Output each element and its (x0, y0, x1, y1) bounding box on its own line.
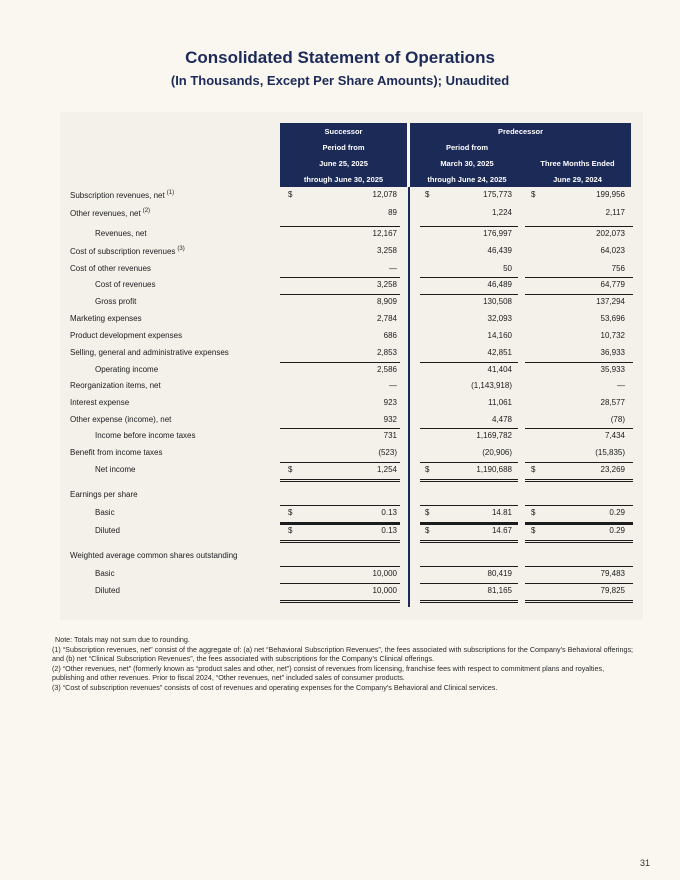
cell-value: 46,489 (487, 280, 512, 289)
currency-symbol: $ (425, 465, 430, 474)
page-number: 31 (640, 858, 651, 868)
row-label (70, 551, 238, 560)
total-double-rule (525, 481, 633, 482)
cell-value: 64,023 (600, 246, 625, 255)
row-label (95, 586, 120, 595)
col3-line2: June 29, 2024 (553, 175, 602, 184)
cell-value: 202,073 (596, 229, 625, 238)
row-label (95, 569, 115, 578)
subtotal-rule (420, 428, 518, 429)
row-label-text: Other revenues, net (70, 209, 141, 218)
row-label-text: Interest expense (70, 398, 130, 407)
subtotal-rule (280, 566, 400, 567)
total-double-rule (420, 602, 518, 603)
row-label (70, 314, 142, 323)
cell-value: 3,258 (376, 246, 397, 255)
total-double-rule (280, 479, 400, 480)
cell-value: 32,093 (487, 314, 512, 323)
footnotes (52, 635, 636, 693)
cell-value: 12,078 (372, 190, 397, 199)
currency-symbol: $ (288, 190, 293, 199)
total-double-rule (525, 542, 633, 543)
cell-value: 10,000 (372, 569, 397, 578)
currency-symbol: $ (425, 190, 430, 199)
total-double-rule (420, 542, 518, 543)
subtotal-rule (525, 583, 633, 584)
cell-value: (78) (610, 415, 625, 424)
col1-line3: through June 30, 2025 (303, 175, 384, 184)
subtotal-rule (420, 294, 518, 295)
footnote-2: (2) “Other revenues, net” (formerly known as “product sales and other, net”) consist of revenues from licensing, franchise fees with respect to commitment plans and royalties, publishing and other revenues. Prior to fiscal 2024, “Other revenues, net” included sales of consumer products. (52, 663, 605, 683)
cell-value: 686 (383, 331, 397, 340)
row-label (95, 280, 155, 289)
cell-value: 28,577 (600, 398, 625, 407)
currency-symbol: $ (288, 465, 293, 474)
row-label-text: Diluted (95, 586, 120, 595)
subtotal-rule (525, 566, 633, 567)
row-label (70, 190, 174, 200)
cell-value: 0.13 (381, 508, 397, 517)
table-row (0, 190, 680, 207)
cell-value: 79,825 (600, 586, 625, 595)
row-label (70, 448, 162, 457)
successor-label: Successor (324, 127, 363, 136)
currency-symbol: $ (531, 526, 536, 535)
table-row (0, 415, 680, 432)
total-double-rule (525, 600, 633, 601)
subtotal-rule (525, 428, 633, 429)
total-double-rule (280, 540, 400, 541)
total-double-rule (420, 524, 518, 525)
total-double-rule (280, 524, 400, 525)
cell-value: 10,000 (372, 586, 397, 595)
cell-value: 923 (383, 398, 397, 407)
subtotal-rule (525, 362, 633, 363)
col2-line1: Period from (445, 143, 489, 152)
cell-value: 176,997 (483, 229, 512, 238)
row-label (70, 398, 129, 407)
cell-value: 4,478 (491, 415, 512, 424)
cell-value: 80,419 (487, 569, 512, 578)
row-label-text: Income before income taxes (95, 431, 196, 440)
row-label-text: Product development expenses (70, 331, 183, 340)
header-divider-top (407, 123, 410, 187)
page-subtitle: (In Thousands, Except Per Share Amounts); Unaudited (170, 73, 510, 88)
cell-value: 50 (503, 264, 512, 273)
row-label-text: Gross profit (95, 297, 137, 306)
total-double-rule (420, 600, 518, 601)
cell-value: 731 (383, 431, 397, 440)
row-label (95, 297, 136, 306)
table-row (0, 398, 680, 415)
currency-symbol: $ (425, 526, 430, 535)
page-title: Consolidated Statement of Operations (185, 48, 495, 67)
row-label (95, 229, 147, 238)
col1-line1: Period from (322, 143, 365, 152)
subtotal-rule (420, 362, 518, 363)
row-label-text: Cost of other revenues (70, 264, 151, 273)
predecessor-label: Predecessor (497, 127, 544, 136)
currency-symbol: $ (531, 465, 536, 474)
cell-value: 175,773 (483, 190, 512, 199)
col1-line2: June 25, 2025 (319, 159, 368, 168)
row-label-text: Other expense (income), net (70, 415, 172, 424)
cell-value: 11,061 (488, 398, 512, 407)
footnote-marker: (3) (177, 246, 185, 252)
subtotal-rule (420, 523, 518, 524)
cell-value: 2,853 (376, 348, 397, 357)
cell-value: — (617, 381, 625, 390)
row-label-text: Reorganization items, net (70, 381, 161, 390)
total-double-rule (420, 540, 518, 541)
successor-header (280, 123, 407, 187)
row-label-text: Marketing expenses (70, 314, 142, 323)
subtotal-rule (280, 362, 400, 363)
subtotal-rule (525, 505, 633, 506)
table-row (0, 381, 680, 398)
cell-value: 130,508 (483, 297, 512, 306)
cell-value: 14.67 (491, 526, 512, 535)
table-row (0, 314, 680, 331)
cell-value: 1,254 (376, 465, 397, 474)
total-double-rule (525, 540, 633, 541)
cell-value: 42,851 (487, 348, 512, 357)
cell-value: 137,294 (596, 297, 625, 306)
cell-value: (523) (378, 448, 397, 457)
subtotal-rule (280, 583, 400, 584)
subtotal-rule (420, 583, 518, 584)
cell-value: 12,167 (372, 229, 397, 238)
row-label (70, 331, 182, 340)
row-label-text: Subscription revenues, net (70, 191, 165, 200)
total-double-rule (525, 602, 633, 603)
cell-value: — (389, 381, 397, 390)
cell-value: 81,165 (487, 586, 512, 595)
subtotal-rule (525, 226, 633, 227)
predecessor-header (410, 123, 631, 187)
cell-value: 64,779 (600, 280, 625, 289)
row-label-text: Earnings per share (70, 490, 138, 499)
footnote-marker: (2) (142, 208, 151, 214)
subtotal-rule (420, 505, 518, 506)
cell-value: (1,143,918) (471, 381, 512, 390)
cell-value: 1,190,688 (476, 465, 512, 474)
cell-value: 36,933 (600, 348, 625, 357)
subtotal-rule (280, 523, 400, 524)
table-row (0, 264, 680, 281)
total-double-rule (280, 542, 400, 543)
subtotal-rule (525, 523, 633, 524)
subtotal-rule (525, 294, 633, 295)
footnote-3: (3) “Cost of subscription revenues” consists of cost of revenues and operating expenses for the Company’s Behavioral and Clinical services. (52, 682, 498, 692)
cell-value: — (389, 264, 397, 273)
currency-symbol: $ (288, 526, 293, 535)
currency-symbol: $ (288, 508, 293, 517)
row-label (70, 348, 229, 357)
table-row (0, 229, 680, 246)
cell-value: 199,956 (596, 190, 625, 199)
row-label-text: Weighted average common shares outstanding (70, 551, 238, 560)
row-label (70, 246, 185, 256)
total-double-rule (280, 600, 400, 601)
subtotal-rule (280, 277, 400, 278)
subtotal-rule (525, 462, 633, 463)
subtotal-rule (420, 277, 518, 278)
subtotal-rule (420, 566, 518, 567)
footnote-marker: (1) (166, 190, 175, 196)
subtotal-rule (280, 428, 400, 429)
cell-value: 2,586 (376, 365, 397, 374)
subtotal-rule (280, 294, 400, 295)
cell-value: 2,117 (605, 208, 625, 217)
table-row (0, 365, 680, 382)
table-row (0, 208, 680, 225)
row-label-text: Net income (95, 465, 136, 474)
row-label-text: Basic (95, 508, 115, 517)
table-row (0, 431, 680, 448)
row-label-text: Revenues, net (95, 229, 147, 238)
table-row (0, 246, 680, 263)
cell-value: 0.29 (609, 526, 625, 535)
subtotal-rule (420, 462, 518, 463)
subtotal-rule (280, 462, 400, 463)
cell-value: 41,404 (487, 365, 512, 374)
total-double-rule (420, 481, 518, 482)
row-label-text: Diluted (95, 526, 120, 535)
cell-value: 1,224 (491, 208, 512, 217)
cell-value: 756 (611, 264, 625, 273)
row-label-text: Cost of revenues (95, 280, 156, 289)
total-double-rule (280, 481, 400, 482)
row-label-text: Basic (95, 569, 115, 578)
cell-value: 23,269 (600, 465, 625, 474)
cell-value: 8,909 (376, 297, 397, 306)
table-row (0, 297, 680, 314)
row-label (70, 264, 151, 273)
row-label-text: Operating income (95, 365, 159, 374)
total-double-rule (420, 479, 518, 480)
cell-value: 53,696 (600, 314, 625, 323)
cell-value: 0.13 (381, 526, 397, 535)
row-label (95, 431, 196, 440)
currency-symbol: $ (531, 190, 536, 199)
subtotal-rule (280, 226, 400, 227)
total-double-rule (525, 479, 633, 480)
footnote-general: Note: Totals may not sum due to rounding. (55, 635, 190, 644)
col2-line3: through June 24, 2025 (427, 175, 507, 184)
subtotal-rule (420, 226, 518, 227)
row-label (95, 526, 120, 535)
currency-symbol: $ (531, 508, 536, 517)
row-label (70, 208, 150, 218)
row-label (95, 465, 135, 474)
cell-value: 14.81 (491, 508, 512, 517)
currency-symbol: $ (425, 508, 430, 517)
cell-value: 46,439 (487, 246, 512, 255)
row-label (70, 415, 171, 424)
cell-value: 932 (383, 415, 397, 424)
cell-value: (20,906) (482, 448, 512, 457)
row-label-text: Benefit from income taxes (70, 448, 163, 457)
footnote-1: (1) “Subscription revenues, net” consist of the aggregate of: (a) net “Behavioral Subscription Revenues”, the fees associated with subscriptions for the Company’s Behavioral offerings; and (b) net “Clinical Subscription Revenues”, the fees associated with subscriptions for the Company’s Clinical offerings. (52, 644, 634, 664)
cell-value: 2,784 (376, 314, 397, 323)
col2-line2: March 30, 2025 (440, 159, 494, 168)
cell-value: 1,169,782 (476, 431, 512, 440)
total-double-rule (525, 524, 633, 525)
row-label (95, 508, 115, 517)
row-label (95, 365, 158, 374)
col3-line1: Three Months Ended (540, 159, 615, 168)
cell-value: 79,483 (600, 569, 625, 578)
cell-value: 14,160 (487, 331, 512, 340)
cell-value: 3,258 (376, 280, 397, 289)
cell-value: 10,732 (600, 331, 625, 340)
subtotal-rule (525, 277, 633, 278)
table-row (0, 331, 680, 348)
cell-value: 7,434 (604, 431, 625, 440)
row-label (70, 381, 161, 390)
row-label-text: Selling, general and administrative expenses (70, 348, 229, 357)
cell-value: 0.29 (609, 508, 625, 517)
row-label (70, 490, 138, 499)
cell-value: 35,933 (600, 365, 625, 374)
subtotal-rule (280, 505, 400, 506)
cell-value: 89 (388, 208, 397, 217)
total-double-rule (280, 602, 400, 603)
row-label-text: Cost of subscription revenues (70, 247, 176, 256)
cell-value: (15,835) (595, 448, 625, 457)
